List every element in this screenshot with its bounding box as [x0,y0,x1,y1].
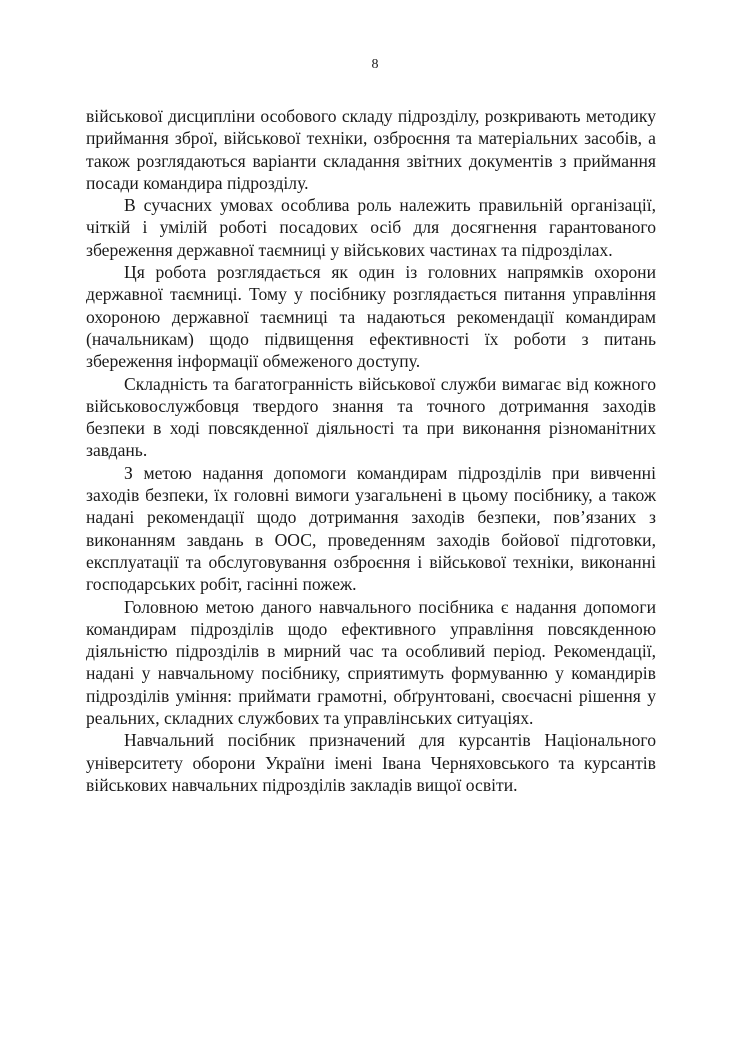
page-number: 8 [371,57,379,72]
paragraph-audience: Навчальний посібник призначений для курсантів Національного університету оборони України імені Івана Черняховського та курсантів військових навчальних підрозділів закладів вищої освіти. [86,730,656,795]
paragraph-continuation: військової дисципліни особового складу підрозділу, розкривають методику приймання зброї, військової техніки, озброєння та матеріальних засобів, а також розглядаються варіанти складання звітних документів з приймання посади командира підрозділу. [86,106,656,193]
paragraph-military-service-safety: Складність та багатогранність військової служби вимагає від кожного військовослужбовця твердого знання та точного дотримання заходів безпеки в ході повсякденної діяльності та при виконання різноманітних завдань. [86,373,656,461]
paragraph-safety-measures: З метою надання допомоги командирам підрозділів при вивченні заходів безпеки, їх головні вимоги узагальнені в цьому посібнику, а також надані рекомендації щодо дотримання заходів безпеки, пов’язаних з виконанням завдань в ООС, проведенням заходів бойової підготовки, експлуатації та обслуговування озброєння і військової техніки, виконанні господарських робіт, гасінні пожеж. [86,462,656,595]
body-text [86,105,656,796]
paragraph-main-goal: Головною метою даного навчального посібника є надання допомоги командирам підрозділів щодо ефективного управління повсякденною діяльністю підрозділів в мирний час та особливий період. Рекомендації, надані у навчальному посібнику, сприятимуть формуванню у командирів підрозділів уміння: приймати грамотні, обґрунтовані, своєчасні рішення у реальних, складних службових та управлінських ситуаціях. [86,596,656,729]
paragraph-state-secret-organization: В сучасних умовах особлива роль належить правильній організації, чіткій і умілій роботі посадових осіб для досягнення гарантованого збереження державної таємниці у військових частинах та підрозділах. [86,195,656,260]
paragraph-state-secret-protection: Ця робота розглядається як один із головних напрямків охорони державної таємниці. Тому у посібнику розглядається питання управління охороною державної таємниці та надаються рекомендації командирам (начальникам) щодо підвищення ефективності їх роботи з питань збереження інформації обмеженого доступу. [86,262,656,372]
